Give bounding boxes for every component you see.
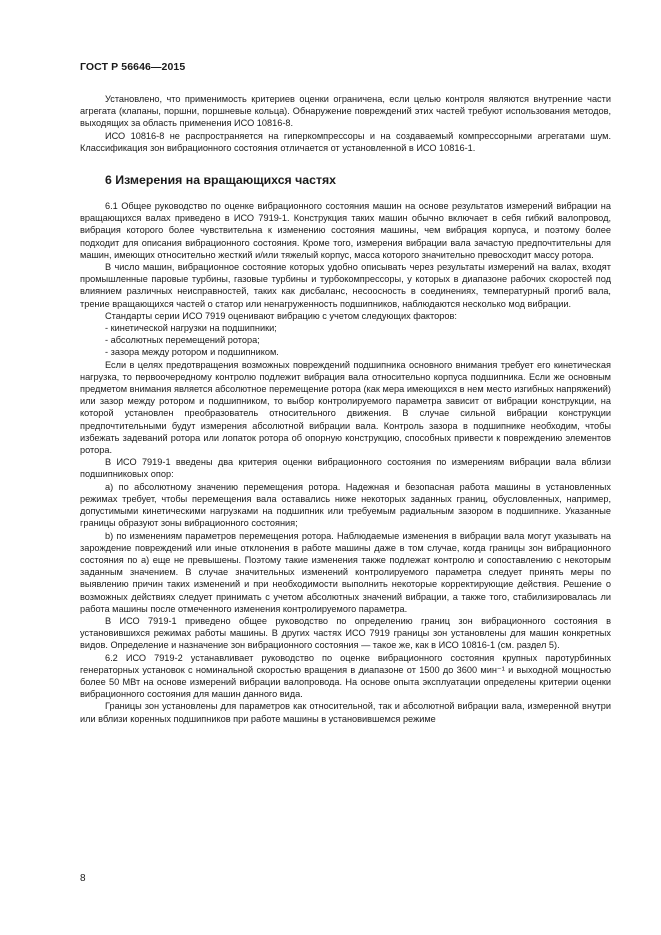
document-header: ГОСТ Р 56646—2015 <box>80 61 186 73</box>
factor-item: - кинетической нагрузки на подшипники; <box>105 323 277 334</box>
section-title: 6 Измерения на вращающихся частях <box>105 173 336 188</box>
paragraph-6-1: 6.1 Общее руководство по оценке вибрационного состояния машин на основе результатов измерений вибрации на вращающихся валах приведено в ИСО 7919-1. Конструкция таких машин обычно включает в себя гибкий валопровод, вибрация которого более чувствительна к изменению состояния машины, чем вибрация корпуса, и поэтому более подходит для описания вибрационного состояния. Кроме того, измерения вибрации вала зачастую предпочтительны для машин, имеющих относительно жесткий и/или тяжелый корпус, масса которого значительно превосходит массу ротора. <box>80 201 611 260</box>
intro-paragraph-2: ИСО 10816-8 не распространяется на гиперкомпрессоры и на создаваемый компрессорными агрегатами шум. Классификация зон вибрационного состояния отличается от установленной в ИСО 10816-1. <box>80 130 611 153</box>
paragraph-two-criteria: В ИСО 7919-1 введены два критерия оценки вибрационного состояния по измерениям вибрации вала вблизи подшипниковых опор: <box>80 457 611 480</box>
paragraph-6-2: 6.2 ИСО 7919-2 устанавливает руководство по оценке вибрационного состояния крупных паротурбинных генераторных установок с номинальной скоростью вращения в диапазоне от 1500 до 3600 мин⁻¹ и выходной мощностью более 50 МВт на основе измерений вибрации валопровода. На основе опыта эксплуатации определены критерии оценки вибрационного состояния для машин данного вида. <box>80 652 611 700</box>
factor-item: - абсолютных перемещений ротора; <box>105 335 260 346</box>
intro-paragraph-1: Установлено, что применимость критериев оценки ограничена, если целью контроля являются внутренние части агрегата (клапаны, поршни, поршневые кольца). Обнаружение повреждений этих частей требуют использования методов, выходящих за область применения ИСО 10816-8. <box>80 94 611 129</box>
factor-item: - зазора между ротором и подшипником. <box>105 347 279 358</box>
paragraph-zone-limits: Границы зон установлены для параметров как относительной, так и абсолютной вибрации вала, измеренной внутри или вблизи коренных подшипников при работе машины в установившемся режиме <box>80 701 611 724</box>
paragraph-zone-guidance: В ИСО 7919-1 приведено общее руководство по определению границ зон вибрационного состояния в установившихся режимах работы машины. В других частях ИСО 7919 границы зон установлены для машин конкретных видов. Определение и назначение зон вибрационного состояния — такое же, как в ИСО 10816-1 (см. раздел 5). <box>80 615 611 651</box>
paragraph-bearing-load: Если в целях предотвращения возможных повреждений подшипника основного внимания требует его кинетическая нагрузка, то первоочередному контролю подлежит вибрация вала относительно корпуса подшипника. Если же основным предметом внимания является абсолютное перемещение ротора (как мера имеющихся в нем место изгибных напряжений) или зазор между ротором и подшипником, то выбор контролируемого параметра зависит от вибрации конструкции, на которой установлен преобразователь относительного движения. В случае сильной вибрации конструкции предпочтительными будут измерения абсолютной вибрации вала. Контроль зазора в подшипнике необходим, чтобы избежать задеваний ротора или лопаток ротора об опорную конструкцию, способных привести к повреждению элементов ротора. <box>80 359 611 456</box>
page-number: 8 <box>80 873 86 884</box>
paragraph-standards: Стандарты серии ИСО 7919 оценивают вибрацию с учетом следующих факторов: <box>105 310 457 321</box>
criterion-b: b) по изменениям параметров перемещения ротора. Наблюдаемые изменения в вибрации вала могут указывать на зарождение повреждений или иные отклонения в работе машины даже в том случае, когда границы зон вибрационного состояния по а) еще не превышены. Поэтому такие изменения также подлежат контролю и сопоставлению с некоторым заданным значением. В случае значительных изменений контролируемого параметра следует принять меры по выявлению причин таких изменений и при необходимости выполнить некоторые корректирующие действия. Решение о возможных действиях следует принимать с учетом абсолютных значений вибрации, а также того, стабилизировалась ли работа машины после отмеченного изменения контролируемого параметра. <box>80 530 611 614</box>
paragraph-machines: В число машин, вибрационное состояние которых удобно описывать через результаты измерений на валах, входят промышленные паровые турбины, газовые турбины и турбокомпрессоры, у которых в диапазоне рабочих скоростей под влиянием различных неисправностей, таких как дисбаланс, несоосность в соединениях, температурный прогиб вала, трение вращающихся частей о статор или ненагруженность подшипников, наблюдаются несколько мод вибрации. <box>80 262 611 309</box>
document-body <box>80 93 611 725</box>
criterion-a: a) по абсолютному значению перемещения ротора. Надежная и безопасная работа машины в установленных режимах требует, чтобы перемещения вала оставались ниже некоторых заданных границ, обусловленных, например, допустимыми кинетическими нагрузками на подшипник или требуемым радиальным зазором в подшипнике. Указанные границы образуют зоны вибрационного состояния; <box>80 481 611 529</box>
